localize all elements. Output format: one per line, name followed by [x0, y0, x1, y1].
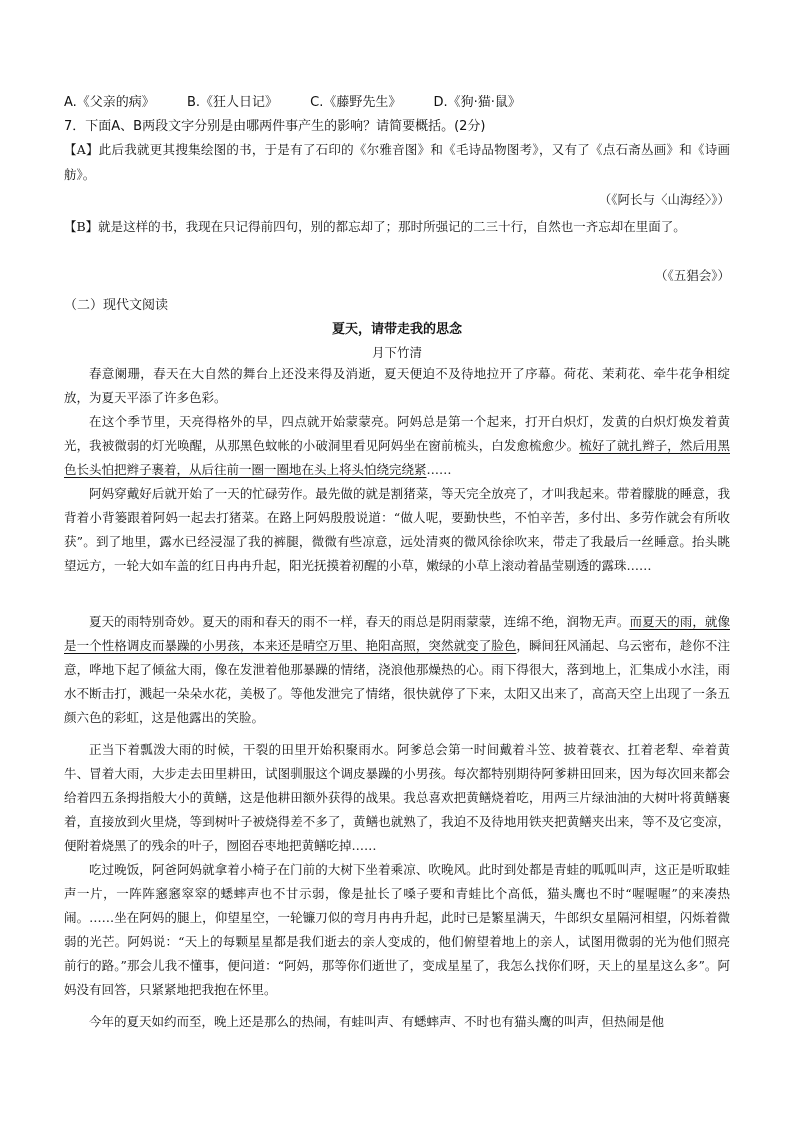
passage-a-source: （《阿长与〈山海经〉》） [598, 192, 730, 207]
paragraph-2-tail: …… [426, 462, 452, 477]
paragraph-4 [64, 610, 730, 730]
paragraph-7: 今年的夏天如约而至，晚上还是那么的热闹，有蛙叫声、有蟋蟀声、不时也有猫头鹰的叫声，但热闹是他 [89, 1014, 665, 1029]
paragraph-2 [64, 410, 730, 482]
paragraph-1: 春意阑珊，春天在大自然的舞台上还没来得及消逝，夏天便迫不及待地拉开了序幕。荷花、茉莉花、牵牛花争相绽放，为夏天平添了许多色彩。 [64, 366, 730, 405]
paragraph-4-underlined: 而夏天的雨，就像是一个性格调皮而暴躁的小男孩，本来还是晴空万里、艳阳高照，突然就变了脸色 [64, 614, 730, 653]
article-title: 夏天，请带走我的思念 [331, 322, 462, 337]
section-heading: （二）现代文阅读 [64, 298, 169, 313]
option-d: D.《狗·猫·鼠》 [433, 95, 521, 110]
passage-b: 【B】就是这样的书，我现在只记得前四句，别的都忘却了；那时所强记的二三十行，自然也一齐忘却在里面了。 [64, 219, 686, 234]
option-b: B.《狂人日记》 [186, 95, 279, 110]
question-7: 7．下面A、B两段文字分别是由哪两件事产生的影响？请简要概括。(2分) [64, 119, 486, 134]
option-c: C.《藤野先生》 [310, 95, 402, 110]
paragraph-3: 阿妈穿戴好后就开始了一天的忙碌劳作。最先做的就是割猪菜，等天完全放亮了，才叫我起来。带着朦胧的睡意，我背着小背篓跟着阿妈一起去打猪菜。在路上阿妈殷殷说道：“做人呢，要勤快些，不怕辛苦，多付出、多劳作就会有所收获”。到了地里，露水已经浸湿了我的裤腿，微微有些凉意，远处清爽的微风徐徐吹来，带走了我最后一丝睡意。抬头眺望远方，一轮大如车盖的红日冉冉升起，阳光抚摸着初醒的小草，嫩绿的小草上滚动着晶莹剔透的露珠…… [64, 486, 730, 573]
answer-options [64, 91, 730, 110]
paragraph-4-text: 夏天的雨特别奇妙。夏天的雨和春天的雨不一样，春天的雨总是阴雨蒙蒙，连绵不绝，润物无声。 [89, 614, 630, 629]
option-a: A.《父亲的病》 [64, 95, 155, 110]
passage-a: 【A】此后我就更其搜集绘图的书，于是有了石印的《尔雅音图》和《毛诗品物图考》，又有了《点石斋丛画》和《诗画舫》。 [64, 142, 730, 182]
paragraph-2-text: 在这个季节里，天亮得格外的早，四点就开始蒙蒙亮。阿妈总是第一个起来，打开白炽灯，发黄的白炽灯焕发着黄光，我被微弱的灯光唤醒，从那黑色蚊帐的小破洞里看见阿妈坐在窗前梳头，白发愈梳愈少。 [64, 414, 730, 453]
article-author: 月下竹清 [371, 345, 422, 360]
paragraph-2-underlined: 梳好了就扎辫子，然后用黑色长头怕把辫子裹着，从后往前一圈一圈地在头上将头怕绕完绕紧 [64, 438, 730, 477]
paragraph-5: 正当下着瓢泼大雨的时候，干裂的田里开始积聚雨水。阿爹总会第一时间戴着斗笠、披着蓑衣、扛着老犁、牵着黄牛、冒着大雨，大步走去田里耕田，试图驯服这个调皮暴躁的小男孩。每次都特别期待阿爹耕田回来，因为每次回来都会给着四五条拇指般大小的黄鳝，这是他耕田额外获得的战果。我总喜欢把黄鳝烧着吃，用两三片绿油油的大树叶将黄鳝裹着，直接放到火里烧，等到树叶子被烧得差不多了，黄鳝也就熟了，我迫不及待地用铁夹把黄鳝夹出来，等不及它变凉，便附着烧黑了的残余的叶子，囫囵吞枣地把黄鳝吃掉…… [64, 742, 730, 853]
paragraph-4-tail: ，瞬间狂风涌起、乌云密布，趁你不注意，哗地下起了倾盆大雨，像在发泄着他那暴躁的情绪，浇浪他那燥热的心。雨下得很大，落到地上，汇集成小水洼，雨水不断击打，溅起一朵朵水花，美极了。等他发泄完了情绪，很快就停了下来，太阳又出来了，高高天空上出现了一条五颜六色的彩虹，这是他露出的笑脸。 [64, 638, 730, 725]
passage-b-source: （《五猖会》） [654, 268, 730, 283]
paragraph-6: 吃过晚饭，阿爸阿妈就拿着小椅子在门前的大树下坐着乘凉、吹晚风。此时到处都是青蛙的呱呱叫声，这正是听取蛙声一片，一阵阵窸窸窣窣的蟋蟀声也不甘示弱，像是扯长了嗓子要和青蛙比个高低，猫头鹰也不时“喔喔喔”的来凑热闹。……坐在阿妈的腿上，仰望星空，一轮镰刀似的弯月冉冉升起，此时已是繁星满天，牛郎织女星隔河相望，闪烁着微弱的光芒。阿妈说：“天上的每颗星星都是我们逝去的亲人变成的，他们俯望着地上的亲人，试图用微弱的光为他们照亮前行的路。”那会儿我不懂事，便问道：“阿妈，那等你们逝世了，变成星星了，我怎么找你们呀，天上的星星这么多”。阿妈没有回答，只紧紧地把我抱在怀里。 [64, 862, 730, 997]
